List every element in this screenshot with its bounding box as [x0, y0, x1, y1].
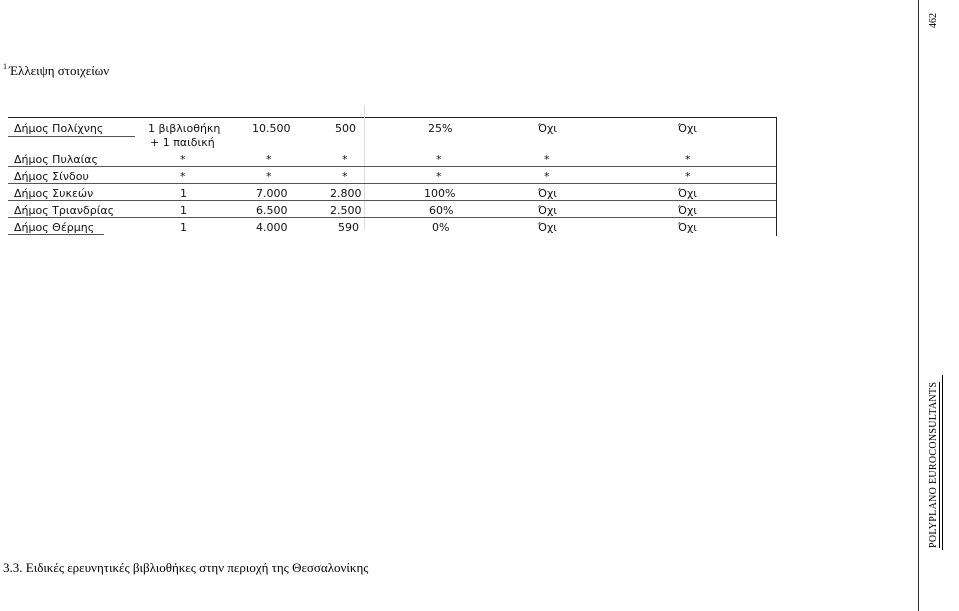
cell-col5: 60% [429, 204, 454, 217]
cell-municipality: Δήμος Πυλαίας [14, 153, 99, 166]
page-number: 462 [928, 13, 939, 28]
cell-libraries: 1 βιβλιοθήκη [148, 122, 221, 135]
cell-col3: 10.500 [252, 122, 291, 135]
cell-col7: Όχι [678, 221, 698, 234]
cell-col3: 7.000 [256, 187, 288, 200]
cell-col6: Όχι [538, 187, 558, 200]
row-underline [8, 166, 776, 167]
cell-col6: * [544, 170, 550, 183]
row-underline [8, 217, 776, 218]
footnote-text: Έλλειψη στοιχείων [9, 63, 110, 78]
cell-col6: * [544, 153, 550, 166]
cell-col5: * [436, 153, 442, 166]
row-underline [8, 234, 104, 235]
footnote-marker: 1 [3, 62, 7, 71]
cell-municipality: Δήμος Τριανδρίας [14, 204, 115, 217]
publisher-footer: POLYPLANO EUROCONSULTANTS [928, 381, 939, 548]
page-side-border [918, 0, 919, 611]
row-underline [8, 183, 776, 184]
cell-libraries: * [180, 170, 186, 183]
footer-rule [942, 375, 943, 550]
cell-col3: * [266, 153, 272, 166]
cell-col5: * [436, 170, 442, 183]
cell-col4: * [342, 153, 348, 166]
cell-col4: 500 [335, 122, 356, 135]
cell-col7: * [685, 170, 691, 183]
cell-col6: Όχι [538, 122, 558, 135]
cell-col5: 100% [424, 187, 456, 200]
table-row [8, 202, 776, 218]
cell-municipality: Δήμος Πολίχνης [14, 122, 104, 135]
cell-municipality: Δήμος Συκεών [14, 187, 94, 200]
cell-col5: 25% [428, 122, 453, 135]
cell-col3: * [266, 170, 272, 183]
cell-col4: * [342, 170, 348, 183]
cell-col4: 2.800 [330, 187, 362, 200]
cell-col4: 2.500 [330, 204, 362, 217]
cell-col6: Όχι [538, 204, 558, 217]
cell-col6: Όχι [538, 221, 558, 234]
table-row [8, 168, 776, 184]
cell-libraries: 1 [180, 204, 187, 217]
cell-col7: * [685, 153, 691, 166]
cell-municipality: Δήμος Θέρμης [14, 221, 95, 234]
table-row [8, 185, 776, 201]
cell-col7: Όχι [678, 187, 698, 200]
cell-libraries: 1 [180, 221, 187, 234]
cell-municipality: Δήμος Σίνδου [14, 170, 89, 183]
cell-col4: 590 [338, 221, 359, 234]
cell-col3: 6.500 [256, 204, 288, 217]
cell-libraries: 1 [180, 187, 187, 200]
table-row [8, 219, 776, 235]
cell-col7: Όχι [678, 204, 698, 217]
row-underline [8, 200, 776, 201]
cell-libraries-line2: + 1 παιδική [150, 136, 215, 149]
cell-col5: 0% [432, 221, 450, 234]
footnote [3, 62, 109, 79]
row-underline [8, 136, 135, 137]
table-row [8, 151, 776, 167]
cell-col3: 4.000 [256, 221, 288, 234]
cell-col7: Όχι [678, 122, 698, 135]
table-row [8, 120, 776, 150]
section-heading: 3.3. Ειδικές ερευνητικές βιβλιοθήκες στην περιοχή της Θεσσαλονίκης [3, 560, 369, 575]
cell-libraries: * [180, 153, 186, 166]
